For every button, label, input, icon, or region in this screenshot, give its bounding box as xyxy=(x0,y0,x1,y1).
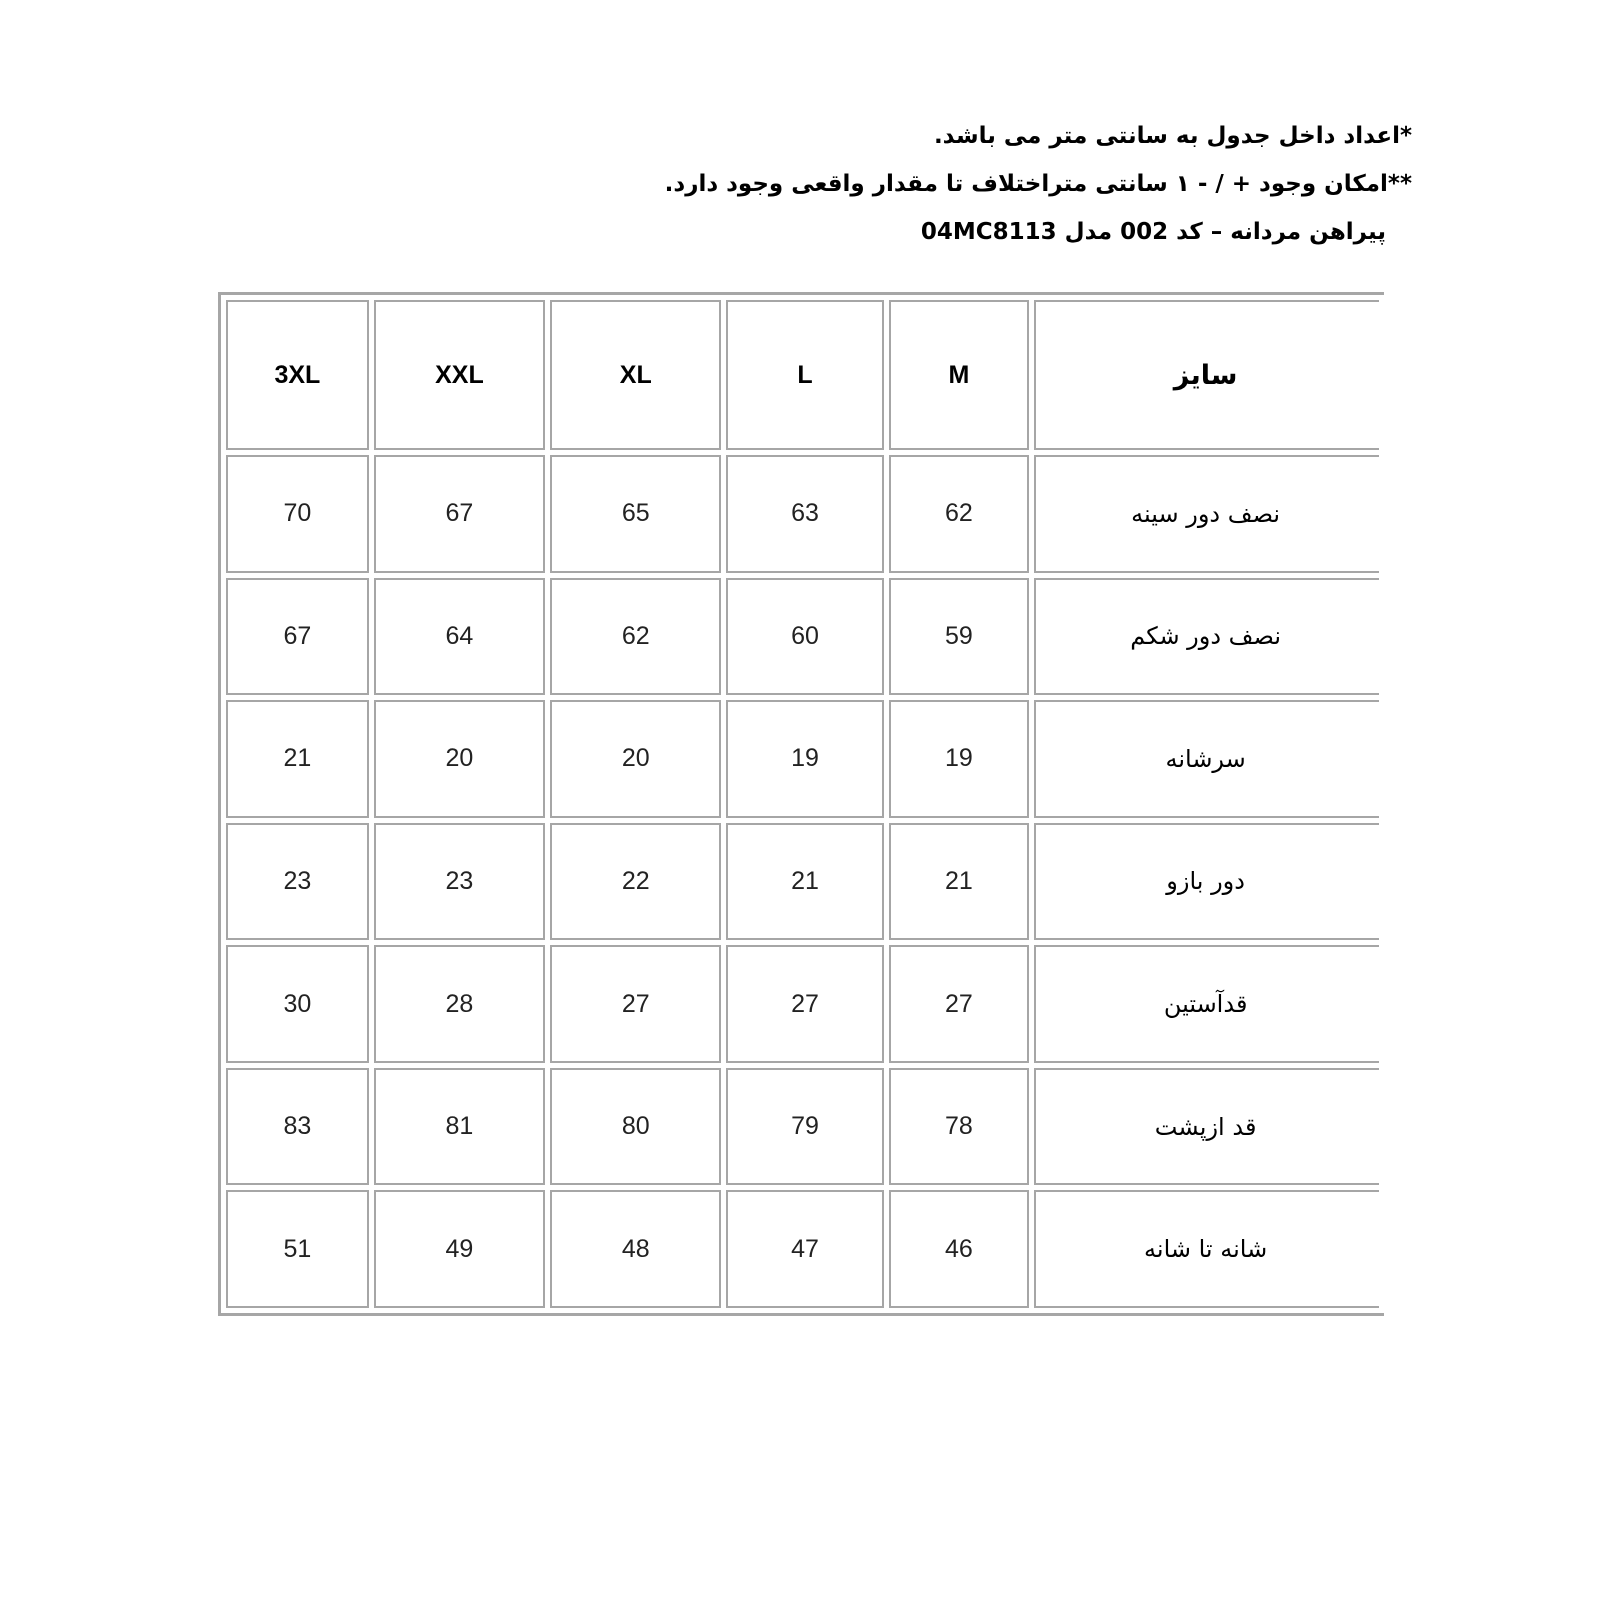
cell-xl: 20 xyxy=(550,700,721,818)
note-measurement-unit: *اعداد داخل جدول به سانتی متر می باشد. xyxy=(933,123,1412,149)
cell-xl: 22 xyxy=(550,823,721,941)
cell-xxl: 67 xyxy=(374,455,545,573)
cell-l: 21 xyxy=(726,823,883,941)
cell-xxl: 23 xyxy=(374,823,545,941)
cell-xl: 65 xyxy=(550,455,721,573)
cell-xxl: 20 xyxy=(374,700,545,818)
row-label: شانه تا شانه xyxy=(1034,1190,1379,1308)
cell-xxl: 28 xyxy=(374,945,545,1063)
cell-xxl: 64 xyxy=(374,578,545,696)
cell-m: 19 xyxy=(889,700,1030,818)
cell-3xl: 51 xyxy=(226,1190,369,1308)
notes-block xyxy=(512,112,1412,256)
cell-3xl: 83 xyxy=(226,1068,369,1186)
cell-3xl: 21 xyxy=(226,700,369,818)
header-size-xxl: XXL xyxy=(374,300,545,450)
cell-3xl: 30 xyxy=(226,945,369,1063)
cell-m: 78 xyxy=(889,1068,1030,1186)
header-size-l: L xyxy=(726,300,883,450)
cell-m: 46 xyxy=(889,1190,1030,1308)
cell-m: 59 xyxy=(889,578,1030,696)
header-size-m: M xyxy=(889,300,1030,450)
row-label: قد ازپشت xyxy=(1034,1068,1379,1186)
cell-xxl: 49 xyxy=(374,1190,545,1308)
cell-3xl: 67 xyxy=(226,578,369,696)
cell-l: 27 xyxy=(726,945,883,1063)
cell-m: 21 xyxy=(889,823,1030,941)
cell-l: 60 xyxy=(726,578,883,696)
cell-l: 79 xyxy=(726,1068,883,1186)
cell-m: 27 xyxy=(889,945,1030,1063)
header-size-label: سایز xyxy=(1034,300,1379,450)
row-label: قدآستین xyxy=(1034,945,1379,1063)
header-size-xl: XL xyxy=(550,300,721,450)
cell-l: 63 xyxy=(726,455,883,573)
cell-xl: 62 xyxy=(550,578,721,696)
table-row xyxy=(226,1190,1379,1308)
cell-3xl: 23 xyxy=(226,823,369,941)
table-header-row xyxy=(226,300,1379,450)
table-row xyxy=(226,823,1379,941)
note-tolerance: **امکان وجود + / - ۱ سانتی متراختلاف تا مقدار واقعی وجود دارد. xyxy=(664,171,1412,197)
cell-l: 19 xyxy=(726,700,883,818)
table-row xyxy=(226,578,1379,696)
cell-xl: 27 xyxy=(550,945,721,1063)
row-label: سرشانه xyxy=(1034,700,1379,818)
cell-xxl: 81 xyxy=(374,1068,545,1186)
row-label: نصف دور سینه xyxy=(1034,455,1379,573)
row-label: نصف دور شکم xyxy=(1034,578,1379,696)
table-row xyxy=(226,700,1379,818)
cell-l: 47 xyxy=(726,1190,883,1308)
row-label: دور بازو xyxy=(1034,823,1379,941)
product-title: پیراهن مردانه – کد 002 مدل 04MC8113 xyxy=(920,219,1386,245)
header-size-3xl: 3XL xyxy=(226,300,369,450)
cell-xl: 48 xyxy=(550,1190,721,1308)
cell-xl: 80 xyxy=(550,1068,721,1186)
table-row xyxy=(226,1068,1379,1186)
cell-3xl: 70 xyxy=(226,455,369,573)
table-row xyxy=(226,945,1379,1063)
table-row xyxy=(226,455,1379,573)
size-chart-table xyxy=(218,292,1384,1316)
cell-m: 62 xyxy=(889,455,1030,573)
